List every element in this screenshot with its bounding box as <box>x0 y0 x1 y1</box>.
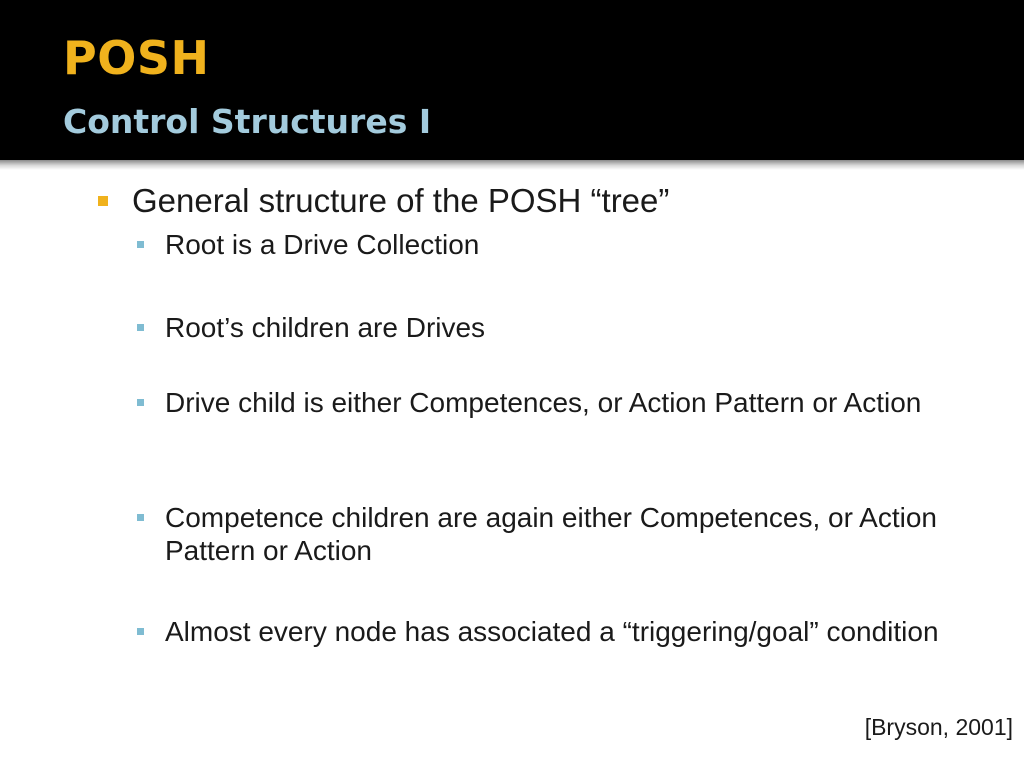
title-divider <box>0 160 1024 170</box>
square-bullet-icon <box>137 241 144 248</box>
sub-bullet-item <box>137 615 965 648</box>
sub-bullet-text: Root’s children are Drives <box>165 312 486 343</box>
sub-bullet-text: Competence children are again either Competences, or Action Pattern or Action <box>165 502 937 566</box>
main-bullet-text: General structure of the POSH “tree” <box>132 182 670 219</box>
square-bullet-icon <box>137 399 144 406</box>
square-bullet-icon <box>137 628 144 635</box>
sub-bullet-item <box>137 501 965 567</box>
square-bullet-icon <box>137 514 144 521</box>
citation: [Bryson, 2001] <box>864 714 1013 740</box>
sub-bullet-item <box>137 228 965 261</box>
square-bullet-icon <box>98 196 108 206</box>
sub-bullet-item <box>137 311 965 344</box>
sub-bullet-text: Drive child is either Competences, or Action Pattern or Action <box>165 387 922 418</box>
slide-subtitle: Control Structures I <box>63 102 432 141</box>
slide-title: POSH <box>63 31 210 85</box>
main-bullet-item <box>98 180 669 222</box>
sub-bullet-text: Root is a Drive Collection <box>165 229 480 260</box>
square-bullet-icon <box>137 324 144 331</box>
sub-bullet-item <box>137 386 965 419</box>
sub-bullet-text: Almost every node has associated a “triggering/goal” condition <box>165 616 939 647</box>
